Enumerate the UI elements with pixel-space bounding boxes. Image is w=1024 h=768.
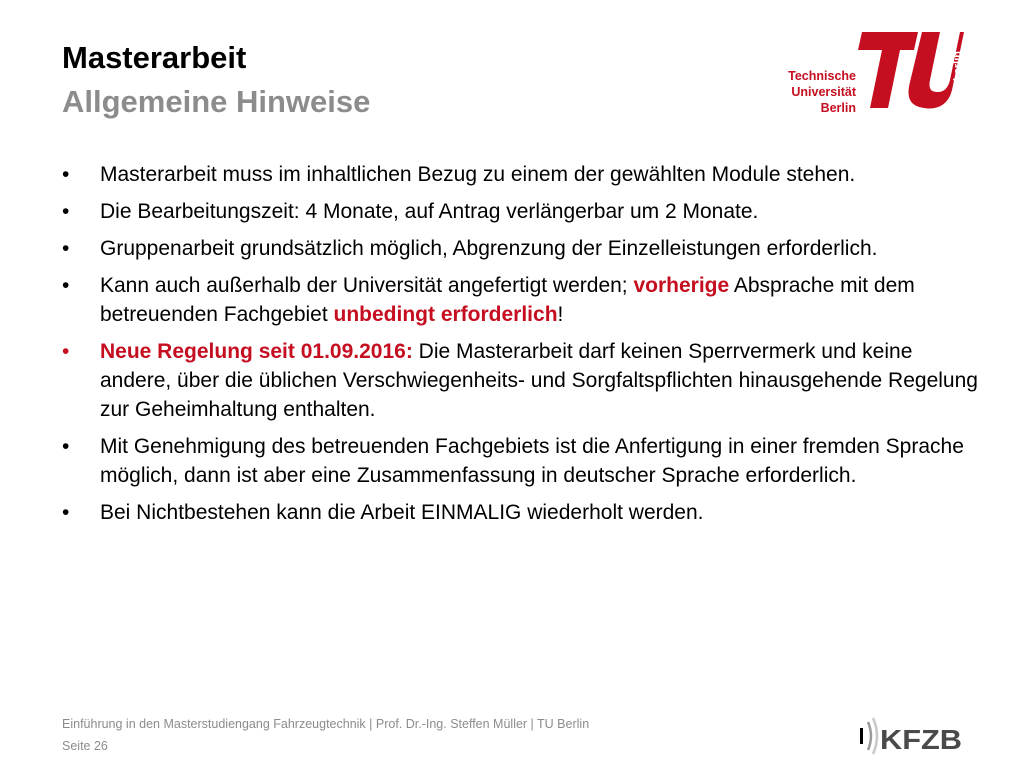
- kfzb-logo-wave: [868, 722, 871, 750]
- highlight-text: vorherige: [633, 274, 730, 297]
- kfzb-logo-text: KFZB: [880, 724, 962, 755]
- bullet-text: Masterarbeit muss im inhaltlichen Bezug zu einem der gewählten Module stehen.: [100, 163, 856, 186]
- tu-logo-text-berlin: Berlin: [820, 101, 856, 115]
- bullet-text: Die Bearbeitungszeit: 4 Monate, auf Antrag verlängerbar um 2 Monate.: [100, 200, 759, 223]
- bullet-text: Mit Genehmigung des betreuenden Fachgebiets ist die Anfertigung in einer fremden Sprache möglich, dann ist aber eine Zusammenfassung in deutscher Sprache erforderlich.: [100, 435, 964, 487]
- list-item: [62, 234, 982, 263]
- kfzb-logo-bar: [860, 728, 863, 744]
- list-item: [62, 432, 982, 490]
- slide-subtitle: Allgemeine Hinweise: [62, 84, 371, 119]
- slide-title: Masterarbeit: [62, 40, 247, 75]
- bullet-marker: •: [62, 163, 70, 186]
- list-item: [62, 160, 982, 189]
- page-number: Seite 26: [62, 739, 108, 753]
- list-item: [62, 337, 982, 424]
- bullet-text: Bei Nichtbestehen kann die Arbeit EINMALIG wiederholt werden.: [100, 501, 704, 524]
- bullet-marker: •: [62, 340, 70, 363]
- bullet-text: Kann auch außerhalb der Universität angefertigt werden;: [100, 274, 634, 297]
- footer-text: Einführung in den Masterstudiengang Fahrzeugtechnik | Prof. Dr.-Ing. Steffen Müller | TU Berlin: [62, 717, 590, 731]
- bullet-list: [62, 160, 982, 535]
- tu-logo-text-technische: Technische: [788, 69, 856, 83]
- tu-logo-text-berlin-vertical: berlin: [952, 51, 964, 81]
- bullet-marker: •: [62, 200, 70, 223]
- kfzb-logo-wave: [873, 718, 877, 754]
- bullet-marker: •: [62, 237, 70, 260]
- bullet-text: Absprache mit dem betreuenden Fachgebiet: [100, 274, 915, 326]
- kfzb-logo: [858, 716, 966, 756]
- tu-berlin-logo: [788, 28, 970, 120]
- bullet-marker: •: [62, 435, 70, 458]
- tu-logo-text-universitaet: Universität: [791, 85, 856, 99]
- list-item: [62, 498, 982, 527]
- bullet-marker: •: [62, 274, 70, 297]
- highlight-text: Neue Regelung seit 01.09.2016:: [100, 340, 413, 363]
- bullet-text: Die Masterarbeit darf keinen Sperrvermerk und keine andere, über die üblichen Verschwiegenheits- und Sorgfaltspflichten hinausgehende Regelung zur Geheimhaltung enthalten.: [100, 340, 978, 421]
- highlight-text: unbedingt erforderlich: [333, 303, 558, 326]
- bullet-text: !: [557, 303, 564, 326]
- list-item: [62, 271, 982, 329]
- bullet-marker: •: [62, 501, 70, 524]
- bullet-text: Gruppenarbeit grundsätzlich möglich, Abgrenzung der Einzelleistungen erforderlich.: [100, 237, 878, 260]
- list-item: [62, 197, 982, 226]
